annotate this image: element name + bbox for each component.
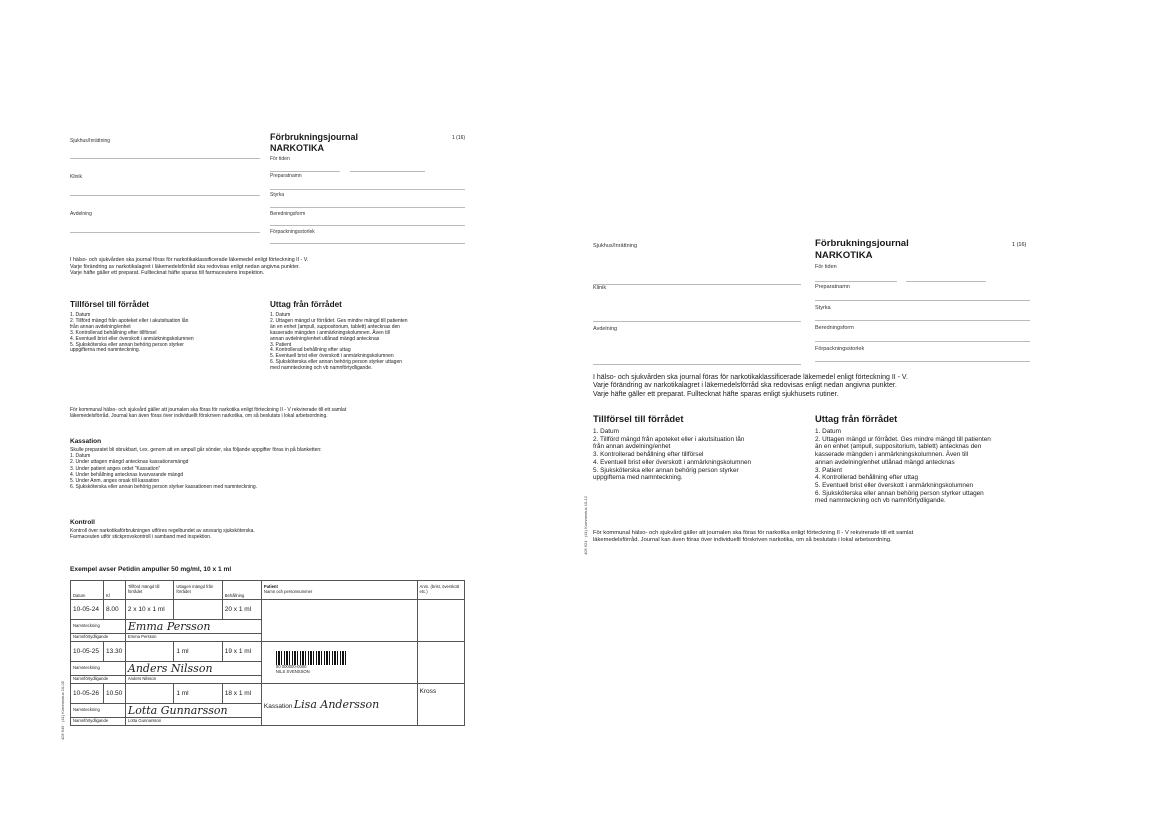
hospital-label: Sjukhus/Inrättning <box>70 138 111 144</box>
strength-line <box>815 320 1030 321</box>
page-number: 1 (16) <box>452 135 466 141</box>
row-clarification: Anders Nilsson <box>125 676 261 684</box>
supply-list: 1. Datum 2. Tillförd mängd från apoteket eller i akutsituation lån från annan avdelning/enhet 3. Kontrollerad behållning efter tillförsel 4. Eventuell brist eller överskott i anmärkningskolumnen 5. Sjuksköterska eller annan behörig person styrker uppgifterna med namnteckning. <box>70 312 194 354</box>
strength-label: Styrka <box>815 305 831 311</box>
form-type-label: Beredningsform <box>270 211 306 217</box>
withdraw-list: 1. Datum 2. Uttagen mängd ur förrådet. Ges mindre mängd till patienten än en enhet (ampull, suppositorium, tablett) antecknas den kasserade mängden i anmärkningskolumnen. Även till annan avdelning/enhet utlånad mängd antecknas 3. Patient 4. Kontrollerad behållning efter uttag 5. Eventuell brist eller överskott i anmärkningskolumnen 6. Sjuksköterska eller annan behörig person styrker uttagen med namnteckning och vb namnförtydligande. <box>270 312 408 372</box>
package-label: Förpackningsstorlek <box>270 229 315 235</box>
header-remark: Anm. (brist, överskott etc.) <box>417 581 464 600</box>
clarify-label: Namnförtydligande <box>71 676 126 684</box>
kassation-heading: Kassation <box>70 438 102 445</box>
hospital-line <box>593 284 801 285</box>
department-label: Avdelning <box>593 326 618 332</box>
kassation-word: Kassation <box>263 703 293 710</box>
header-supplied: Tillförd mängd till förrådet <box>125 581 173 600</box>
municipal-text: För kommunal hälso- och sjukvård gäller att journalen ska föras för narkotika enligt förteckning II - V rekvirerade till ett samlat läkemedelsförråd. Journal kan även föras över individuellt förskriven narkotika, om så beslutats i lokal arbetsordning. <box>70 407 347 420</box>
form-subtitle: NARKOTIKA <box>270 143 324 153</box>
withdraw-list: 1. Datum 2. Uttagen mängd ur förrådet. Ges mindre mängd till patienten än en enhet (ampull, suppositorium, tablett) antecknas den kasserade mängden i anmärkningskolumnen. Även till annan avdelning/enhet utlånad mängd antecknas 3. Patient 4. Kontrollerad behållning efter uttag 5. Eventuell brist eller överskott i anmärkningskolumnen 6. Sjuksköterska eller annan behörig person styrker uttagen med namnteckning och vb namnförtydligande. <box>815 428 991 505</box>
kassation-text: Skulle preparatet bli obrukbart, t.ex. genom att en ampull går sönder, ska följande uppgifter föras in på blanketten: 1. Datum 2. Under uttagen mängd antecknas kassationsmängd 3. Under patient anges ordet "Kassation" 4. Under behållning antecknas kvarvarande mängd 5. Under Anm. anges orsak till kassation 6. Sjuksköterska eller annan behörig person styrker kassationen med namnteckning. <box>70 447 322 491</box>
row-signature: Lotta Gunnarsson <box>125 704 261 718</box>
kassation-signature: Lisa Andersson <box>293 698 380 711</box>
hospital-label: Sjukhus/Inrättning <box>593 243 638 249</box>
time-to-line <box>906 281 986 282</box>
department-label: Avdelning <box>70 211 92 217</box>
strength-label: Styrka <box>270 192 285 198</box>
time-from-line <box>815 281 897 282</box>
row-signature: Anders Nilsson <box>125 662 261 676</box>
header-patient: Patient Namn och personnummer <box>261 581 417 600</box>
side-code: 405 645 · (41) Kommentus 10-05 <box>60 681 65 740</box>
department-line <box>593 364 801 365</box>
package-label: Förpackningsstorlek <box>815 346 865 352</box>
clinic-line <box>593 321 801 322</box>
form-type-label: Beredningsform <box>815 325 854 331</box>
header-balance: Behållning <box>222 581 261 600</box>
preparation-line <box>815 300 1030 301</box>
sign-label: Namnteckning <box>71 620 126 634</box>
row-date: 10-05-26 <box>71 684 104 704</box>
row-time: 13.30 <box>103 642 125 662</box>
row-balance: 18 x 1 ml <box>222 684 261 704</box>
package-line <box>815 361 1030 362</box>
form-title: Förbrukningsjournal <box>815 238 909 249</box>
time-label: För tiden <box>815 264 837 270</box>
clarify-label: Namnförtydligande <box>71 718 126 726</box>
row-clarification: Emma Persson <box>125 634 261 642</box>
clarify-label: Namnförtydligande <box>71 634 126 642</box>
row-clarification: Lotta Gunnarsson <box>125 718 261 726</box>
patient-id: 00 000000-0000 <box>275 663 307 669</box>
row-time: 10.50 <box>103 684 125 704</box>
row-withdrawn: 1 ml <box>174 642 222 662</box>
row-withdrawn: 1 ml <box>174 684 222 704</box>
row-date: 10-05-24 <box>71 600 104 620</box>
row-supplied: 2 x 10 x 1 ml <box>125 600 173 620</box>
supply-list: 1. Datum 2. Tillförd mängd från apoteket eller i akutsituation lån från annan avdelning/enhet 3. Kontrollerad behållning efter tillförsel 4. Eventuell brist eller överskott i anmärkningskolumnen 5. Sjuksköterska eller annan behörig person styrker uppgifterna med namnteckning. <box>593 428 752 482</box>
supply-heading: Tillförsel till förrådet <box>70 300 150 309</box>
withdraw-heading: Uttag från förrådet <box>815 413 898 424</box>
row-signature: Emma Persson <box>125 620 261 634</box>
kontroll-heading: Kontroll <box>70 519 95 526</box>
remark-value: Kross <box>417 684 464 726</box>
intro-text: I hälso- och sjukvården ska journal föras för narkotikaklassificerade läkemedel enligt förteckning II - V. Varje förändring av narkotikalagret i läkemedelsförråd ska redovisas enligt nedan angivna punkter. Varje häfte gäller ett preparat. Fulltecknat häfte sparas enligt sjukhusets rutiner. <box>593 374 908 398</box>
side-code: 405 624 · (41) Kommentus 10-12 <box>583 496 588 555</box>
preparation-label: Preparatnamn <box>270 173 302 179</box>
supply-heading: Tillförsel till förrådet <box>593 413 684 424</box>
kontroll-text: Kontroll över narkotikaförbrukningen utföres regelbundet av ansvarig sjuksköterska. Farmaceuten utför stickprovskontroll i samband med inspektion. <box>70 528 255 541</box>
sign-label: Namnteckning <box>71 662 126 676</box>
row-balance: 20 x 1 ml <box>222 600 261 620</box>
municipal-text: För kommunal hälso- och sjukvård gäller att journalen ska föras för narkotika enligt förteckning II - V rekvirerade till ett samlat läkemedelsförråd. Journal kan även föras över individuellt förskriven narkotika, om så beslutats i lokal arbetsordning. <box>593 530 914 544</box>
form-type-line <box>815 341 1030 342</box>
header-time: Kl <box>103 581 125 600</box>
header-withdrawn: Uttagen mängd från förrådet <box>174 581 222 600</box>
example-heading: Exempel avser Petidin ampuller 50 mg/ml, 10 x 1 ml <box>70 566 232 573</box>
preparation-label: Preparatnamn <box>815 284 850 290</box>
withdraw-heading: Uttag från förrådet <box>270 300 342 309</box>
intro-text: I hälso- och sjukvården ska journal föras för narkotikaklassificerade läkemedel enligt förteckning II - V. Varje förändring av narkotikalagret i läkemedelsförråd ska redovisas enligt nedan angivna punkter. Varje häfte gäller ett preparat. Fulltecknat häfte sparas till farmaceutens inspektion. <box>70 257 309 277</box>
row-date: 10-05-25 <box>71 642 104 662</box>
sign-label: Namnteckning <box>71 704 126 718</box>
form-title: Förbrukningsjournal <box>270 132 359 142</box>
row-time: 8.00 <box>103 600 125 620</box>
form-subtitle: NARKOTIKA <box>815 250 873 261</box>
clinic-label: Klinik <box>70 174 82 180</box>
row-balance: 19 x 1 ml <box>222 642 261 662</box>
header-date: Datum <box>71 581 104 600</box>
time-label: För tiden <box>270 156 290 162</box>
patient-name: NILS SVENSSON <box>275 668 310 674</box>
page-number: 1 (16) <box>1012 242 1027 248</box>
clinic-label: Klinik <box>593 285 607 291</box>
